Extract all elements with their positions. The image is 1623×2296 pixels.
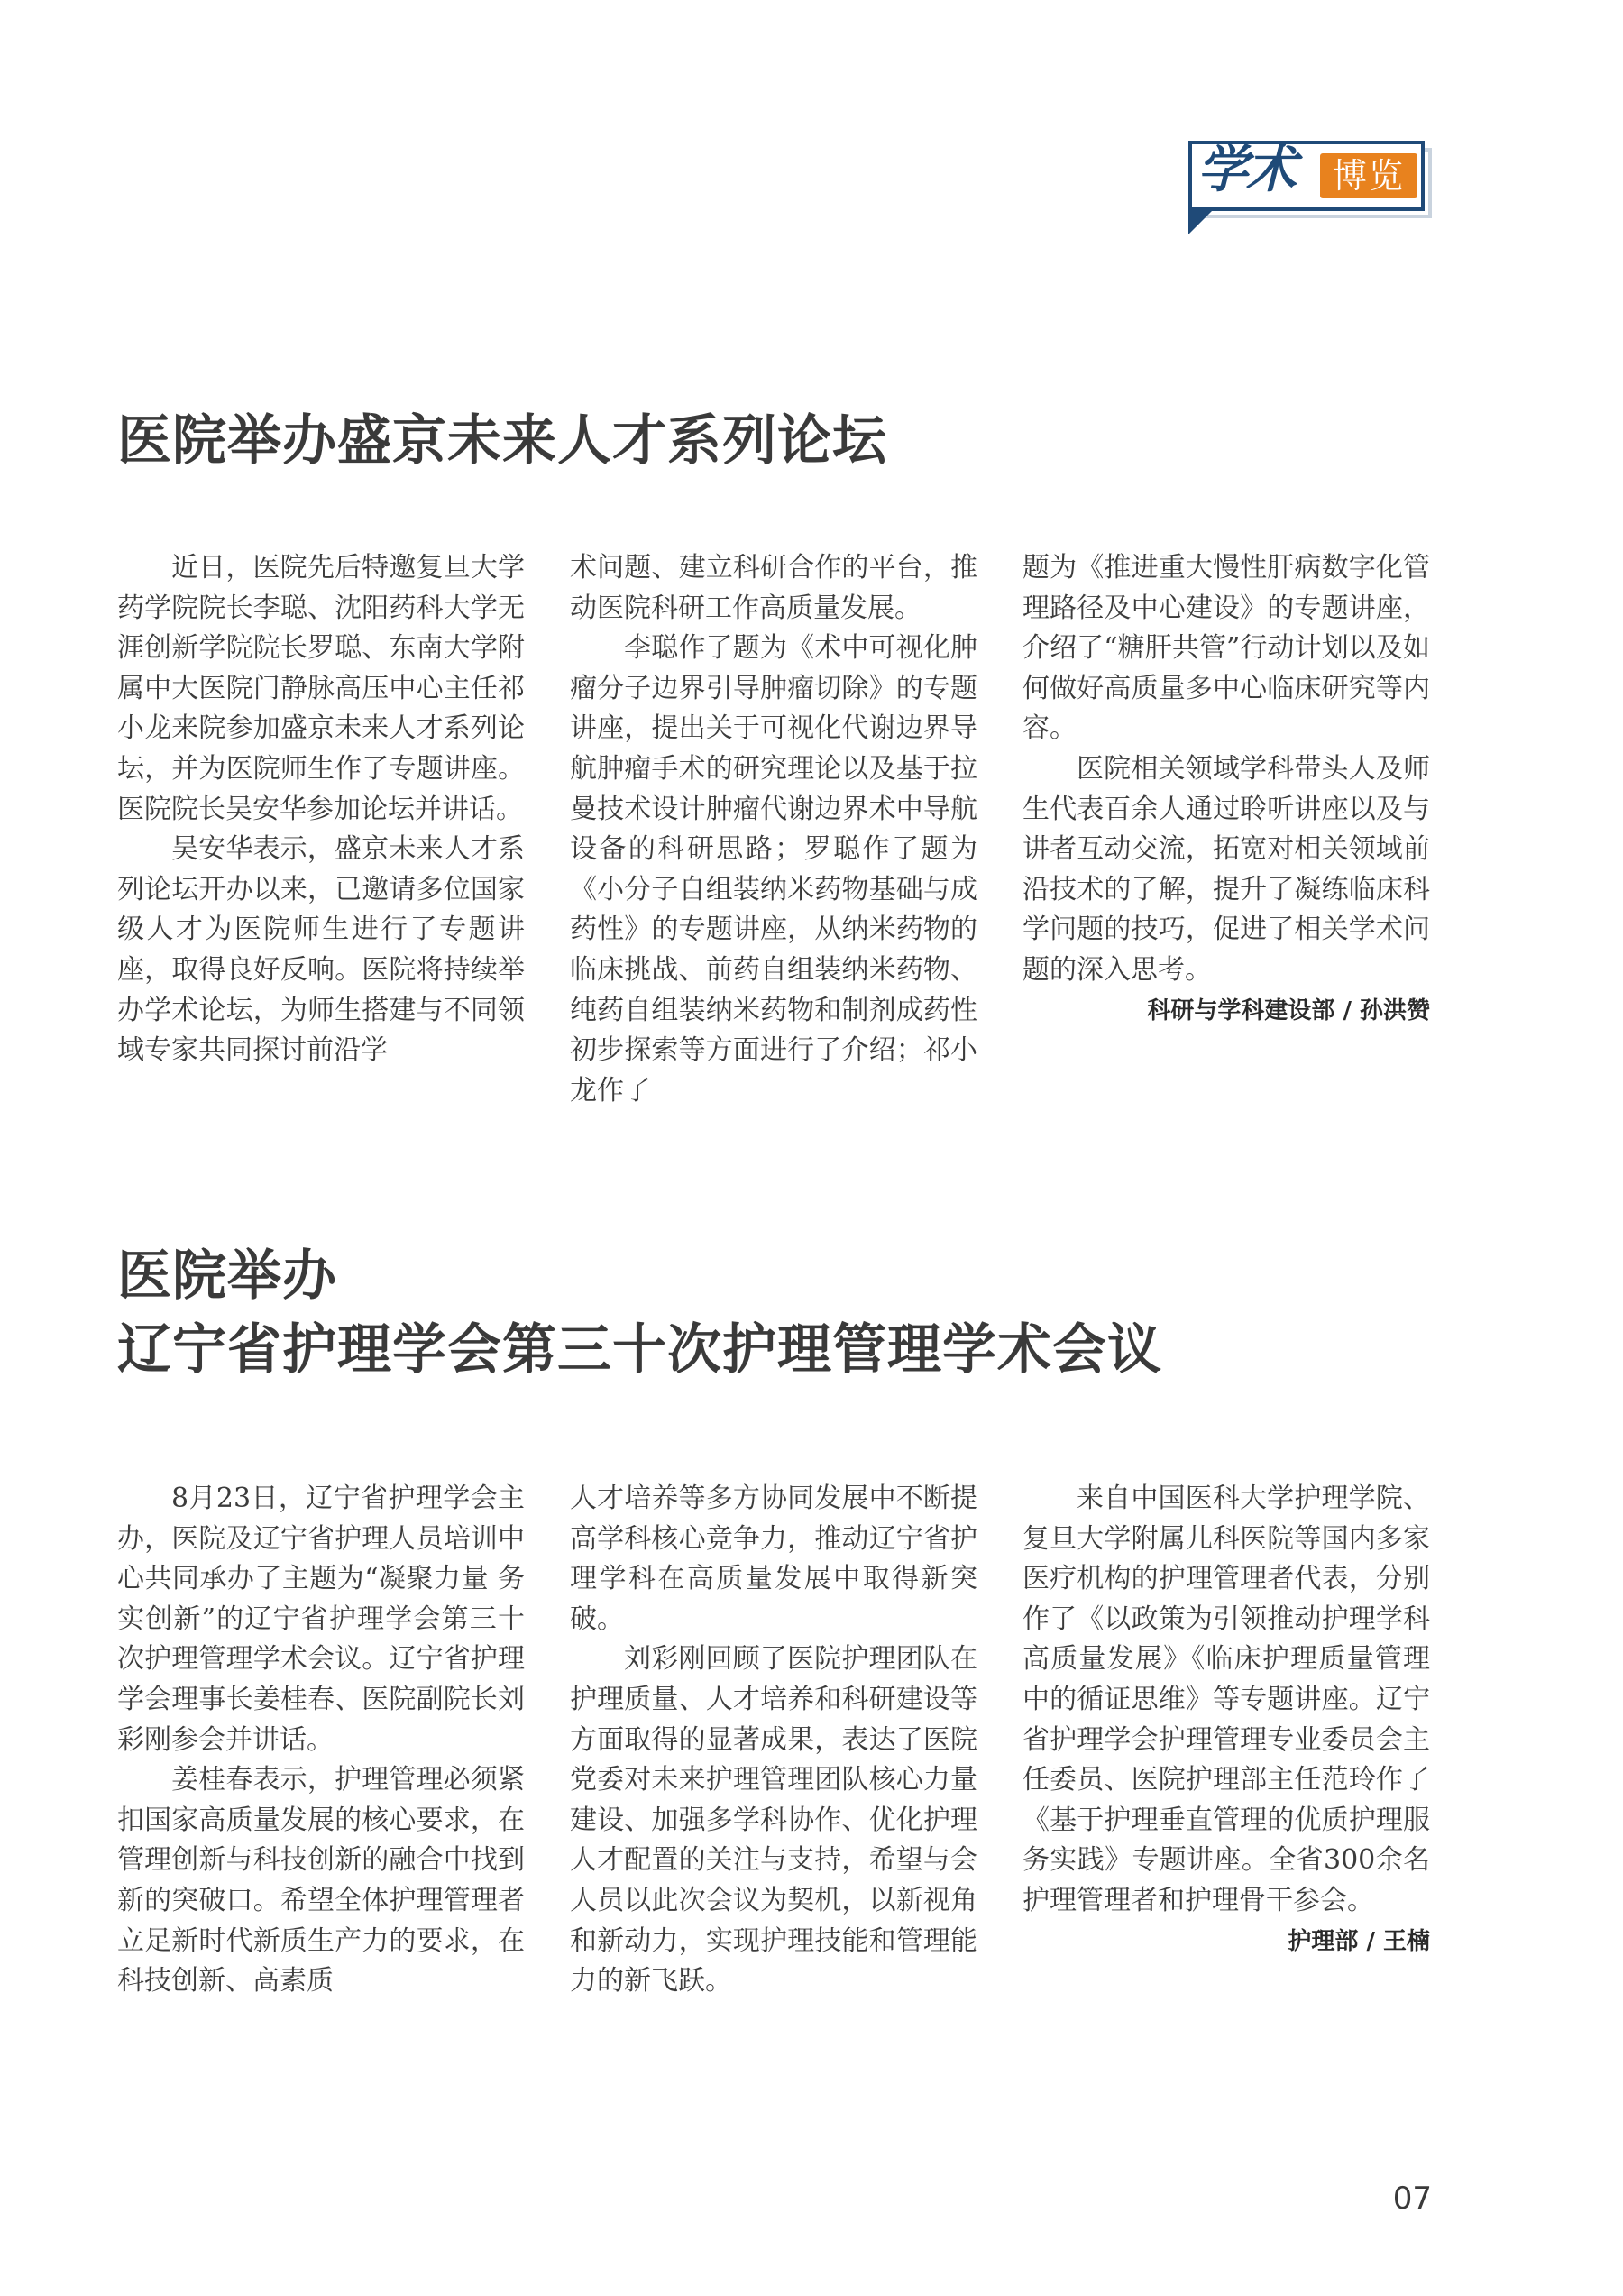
paragraph: 人才培养等多方协同发展中不断提高学科核心竞争力，推动辽宁省护理学科在高质量发展中取得新突破。 [570,1483,977,1635]
article2-column-2 [570,1479,977,2002]
article2-byline: 护理部 / 王楠 [1288,1927,1430,1955]
paragraph: 来自中国医科大学护理学院、复旦大学附属儿科医院等国内多家医疗机构的护理管理者代表，分别作了《以政策为引领推动护理学科高质量发展》《临床护理质量管理中的循证思维》等专题讲座。辽宁省护理学会护理管理专业委员会主任委员、医院护理部主任范玲作了《基于护理垂直管理的优质护理服务实践》专题讲座。全省300余名护理管理者和护理骨干参会。 [1022,1483,1430,1916]
article1-column-3 [1022,548,1430,1031]
paragraph: 术问题、建立科研合作的平台，推动医院科研工作高质量发展。 [570,552,977,624]
article2-title-line1: 医院举办 [117,1244,337,1308]
logo-text-overview: 博览 [1320,153,1417,198]
article1-column-1 [117,548,525,1071]
paragraph: 医院相关领域学科带头人及师生代表百余人通过聆听讲座以及与讲者互动交流，拓宽对相关领域前沿技术的了解，提升了凝练临床科学问题的技巧，促进了相关学术问题的深入思考。 [1022,752,1430,986]
paragraph: 近日，医院先后特邀复旦大学药学院院长李聪、沈阳药科大学无涯创新学院院长罗聪、东南大学附属中大医院门静脉高压中心主任祁小龙来院参加盛京未来人才系列论坛，并为医院师生作了专题讲座。医院院长吴安华参加论坛并讲话。 [117,552,525,825]
logo-text-academic: 学术 [1197,141,1295,199]
article2-column-3 [1022,1479,1430,1961]
page-number: 07 [1392,2181,1432,2217]
paragraph: 姜桂春表示，护理管理必须紧扣国家高质量发展的核心要求，在管理创新与科技创新的融合中找到新的突破口。希望全体护理管理者立足新时代新质生产力的要求，在科技创新、高素质 [117,1764,525,1998]
paragraph: 刘彩刚回顾了医院护理团队在护理质量、人才培养和科研建设等方面取得的显著成果，表达了医院党委对未来护理管理团队核心力量建设、加强多学科协作、优化护理人才配置的关注与支持，希望与会人员以此次会议为契机，以新视角和新动力，实现护理技能和管理能力的新飞跃。 [570,1643,977,1998]
paragraph: 吴安华表示，盛京未来人才系列论坛开办以来，已邀请多位国家级人才为医院师生进行了专题讲座，取得良好反响。医院将持续举办学术论坛，为师生搭建与不同领域专家共同探讨前沿学 [117,833,525,1067]
paragraph: 题为《推进重大慢性肝病数字化管理路径及中心建设》的专题讲座，介绍了“糖肝共管”行动计划以及如何做好高质量多中心临床研究等内容。 [1022,552,1430,745]
article1-column-2 [570,548,977,1111]
paragraph: 李聪作了题为《术中可视化肿瘤分子边界引导肿瘤切除》的专题讲座，提出关于可视化代谢边界导航肿瘤手术的研究理论以及基于拉曼技术设计肿瘤代谢边界术中导航设备的科研思路；罗聪作了题为《小分子自组装纳米药物基础与成药性》的专题讲座，从纳米药物的临床挑战、前药自组装纳米药物、纯药自组装纳米药物和制剂成药性初步探索等方面进行了介绍；祁小龙作了 [570,632,977,1107]
logo-speech-tail [1188,207,1215,234]
article1-byline: 科研与学科建设部 / 孙洪赞 [1147,996,1430,1024]
article2-title-line2: 辽宁省护理学会第三十次护理管理学术会议 [117,1318,1162,1382]
article1-title: 医院举办盛京未来人才系列论坛 [117,409,887,473]
paragraph: 8月23日，辽宁省护理学会主办，医院及辽宁省护理人员培训中心共同承办了主题为“凝聚力量 务实创新”的辽宁省护理学会第三十次护理管理学术会议。辽宁省护理学会理事长姜桂春、医院副院长刘彩刚参会并讲话。 [117,1483,525,1756]
article2-column-1 [117,1479,525,2002]
section-logo [1188,126,1434,233]
article2-title [117,1239,1162,1387]
